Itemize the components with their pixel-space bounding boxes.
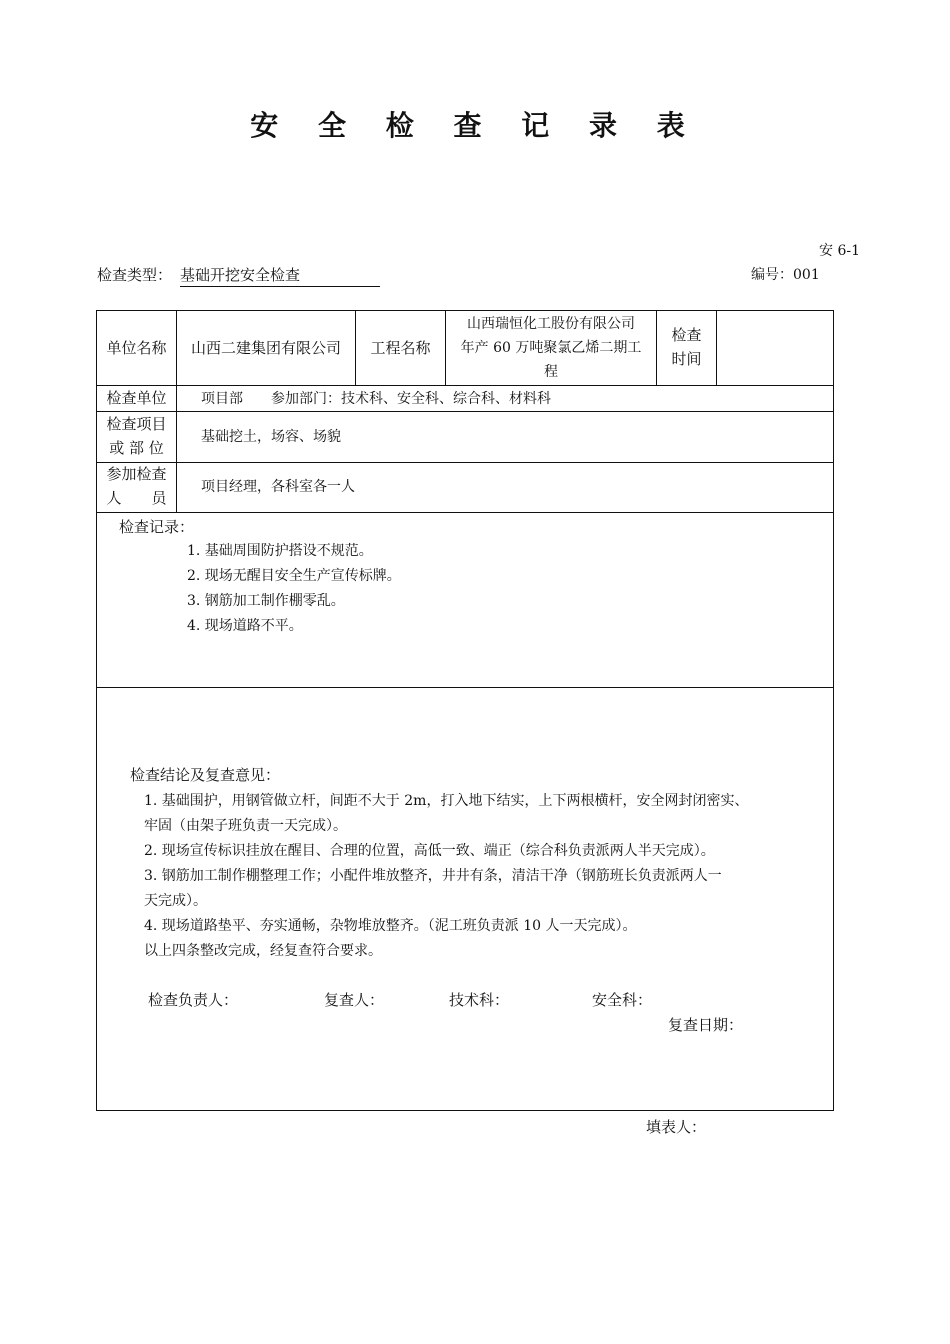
inspector-signature-label: 检查负责人：: [148, 991, 239, 1009]
participants-label: [97, 462, 176, 510]
row-divider: [97, 411, 833, 412]
tech-dept-signature-label: 技术科：: [449, 991, 510, 1009]
page-title: 安 全 检 查 记 录 表: [250, 109, 700, 142]
time-label-line: 检查: [671, 326, 702, 344]
row-divider: [97, 687, 833, 688]
conclusion-line: 牢固（由架子班负责一天完成）。: [144, 818, 347, 834]
unit-name-value: 山西二建集团有限公司: [190, 339, 341, 357]
label-line: 人 员: [106, 489, 167, 507]
serial-number: 编号：001: [751, 267, 820, 283]
inspection-time-label: [657, 323, 716, 371]
records-heading: 检查记录：: [119, 518, 195, 536]
form-code: 安 6-1: [819, 243, 860, 259]
project-name-label: 工程名称: [370, 339, 431, 357]
conclusion-line: 3. 钢筋加工制作棚整理工作；小配件堆放整齐，井井有条，清洁干净（钢筋班长负责派两人一: [144, 868, 722, 884]
conclusion-line: 天完成）。: [144, 893, 207, 909]
project-name-line: 年产 60 万吨聚氯乙烯二期工: [460, 340, 642, 356]
conclusion-line: 4. 现场道路垫平、夯实通畅，杂物堆放整齐。（泥工班负责派 10 人一天完成）。: [144, 918, 637, 934]
col-divider: [716, 311, 717, 385]
participants-value: 项目经理，各科室各一人: [201, 479, 355, 495]
conclusion-line: 1. 基础围护，用钢管做立杆，间距不大于 2m，打入地下结实，上下两根横杆，安全网封闭密实、: [144, 793, 749, 809]
record-item: 3. 钢筋加工制作棚零乱。: [187, 593, 345, 609]
conclusion-heading: 检查结论及复查意见：: [130, 766, 281, 784]
project-name-value: [446, 312, 656, 384]
row-divider: [97, 512, 833, 513]
record-item: 1. 基础周围防护搭设不规范。: [187, 543, 373, 559]
record-item: 2. 现场无醒目安全生产宣传标牌。: [187, 568, 401, 584]
safety-dept-signature-label: 安全科：: [592, 991, 653, 1009]
conclusion-line: 以上四条整改完成，经复查符合要求。: [144, 943, 382, 959]
inspection-unit-value: 项目部 参加部门：技术科、安全科、综合科、材料科: [201, 391, 551, 407]
unit-name-label: 单位名称: [106, 339, 167, 357]
filled-by-label: 填表人：: [646, 1118, 707, 1136]
row-divider: [97, 385, 833, 386]
label-line: 检查项目: [106, 415, 167, 433]
time-label-line: 时间: [671, 350, 702, 368]
label-line: 或 部 位: [109, 439, 164, 457]
inspection-unit-label: 检查单位: [106, 389, 167, 407]
inspection-table: [96, 310, 834, 1111]
project-name-line: 山西瑞恒化工股份有限公司: [467, 316, 635, 332]
review-date-label: 复查日期：: [668, 1016, 744, 1034]
inspection-item-value: 基础挖土，场容、场貌: [201, 429, 341, 445]
inspection-type-value: 基础开挖安全检查: [180, 264, 380, 287]
inspection-type-label: 检查类型：: [97, 266, 173, 284]
row-divider: [97, 462, 833, 463]
label-line: 参加检查: [106, 465, 167, 483]
conclusion-line: 2. 现场宣传标识挂放在醒目、合理的位置，高低一致、端正（综合科负责派两人半天完成）。: [144, 843, 715, 859]
project-name-line: 程: [544, 364, 558, 380]
reviewer-signature-label: 复查人：: [324, 991, 385, 1009]
inspection-item-label: [97, 412, 176, 460]
record-item: 4. 现场道路不平。: [187, 618, 303, 634]
